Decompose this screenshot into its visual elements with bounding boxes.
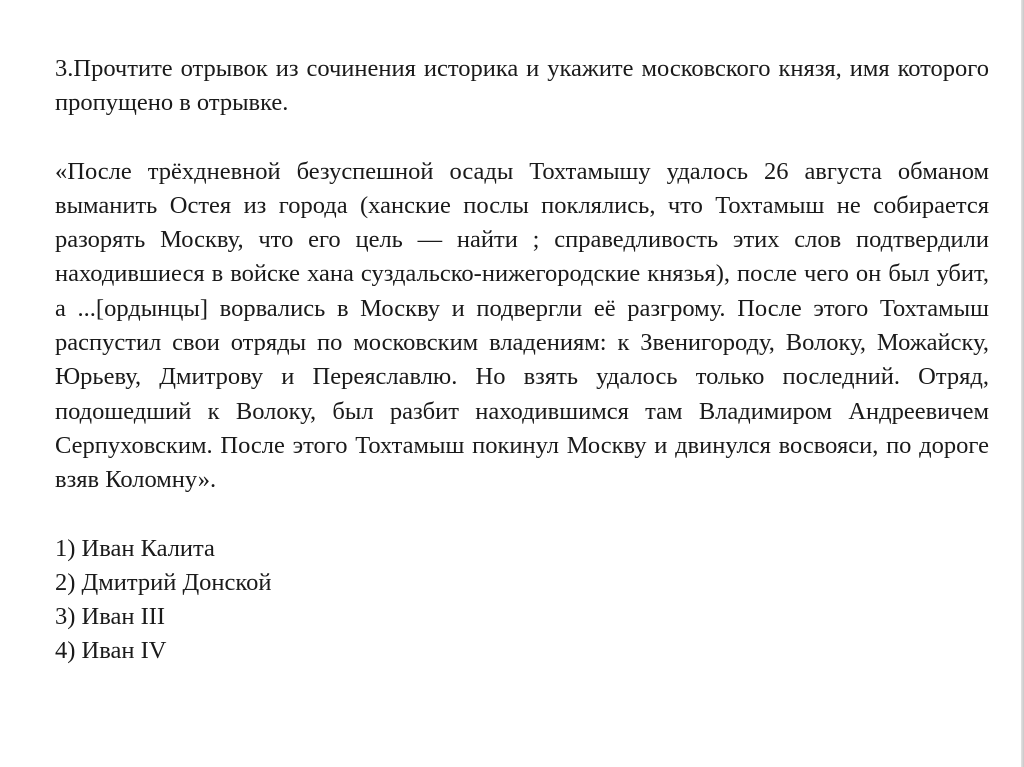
answer-option-4: 4) Иван IV [55, 637, 167, 665]
answer-option-2: 2) Дмитрий Донской [55, 568, 272, 596]
historian-passage: «После трёхдневной безуспешной осады Тохтамышу удалось 26 августа обманом выманить Остея из города (ханские послы поклялись, что Тохтамыш не собирается разорять Москву, что его цель — найти ; справедливость этих слов подтвердили находившиеся в войске хана суздальско-нижегородские князья), после чего он был убит, а ...[ордынцы] ворвались в Москву и подвергли её разгрому. После этого Тохтамыш распустил свои отряды по московским владениям: к Звенигороду, Волоку, Можайску, Юрьеву, Дмитрову и Переяславлю. Но взять удалось только последний. Отряд, подошедший к Волоку, был разбит находившимся там Владимиром Андреевичем Серпуховским. После этого Тохтамыш покинул Москву и двинулся восвояси, по дороге взяв Коломну». [55, 157, 989, 494]
answer-option-3: 3) Иван III [55, 603, 166, 631]
answer-options [55, 532, 989, 669]
question-text: 3.Прочтите отрывок из сочинения историка и укажите московского князя, имя которого пропущено в отрывке. [55, 55, 989, 117]
slide-content [55, 52, 989, 669]
answer-option-1: 1) Иван Калита [55, 534, 215, 562]
